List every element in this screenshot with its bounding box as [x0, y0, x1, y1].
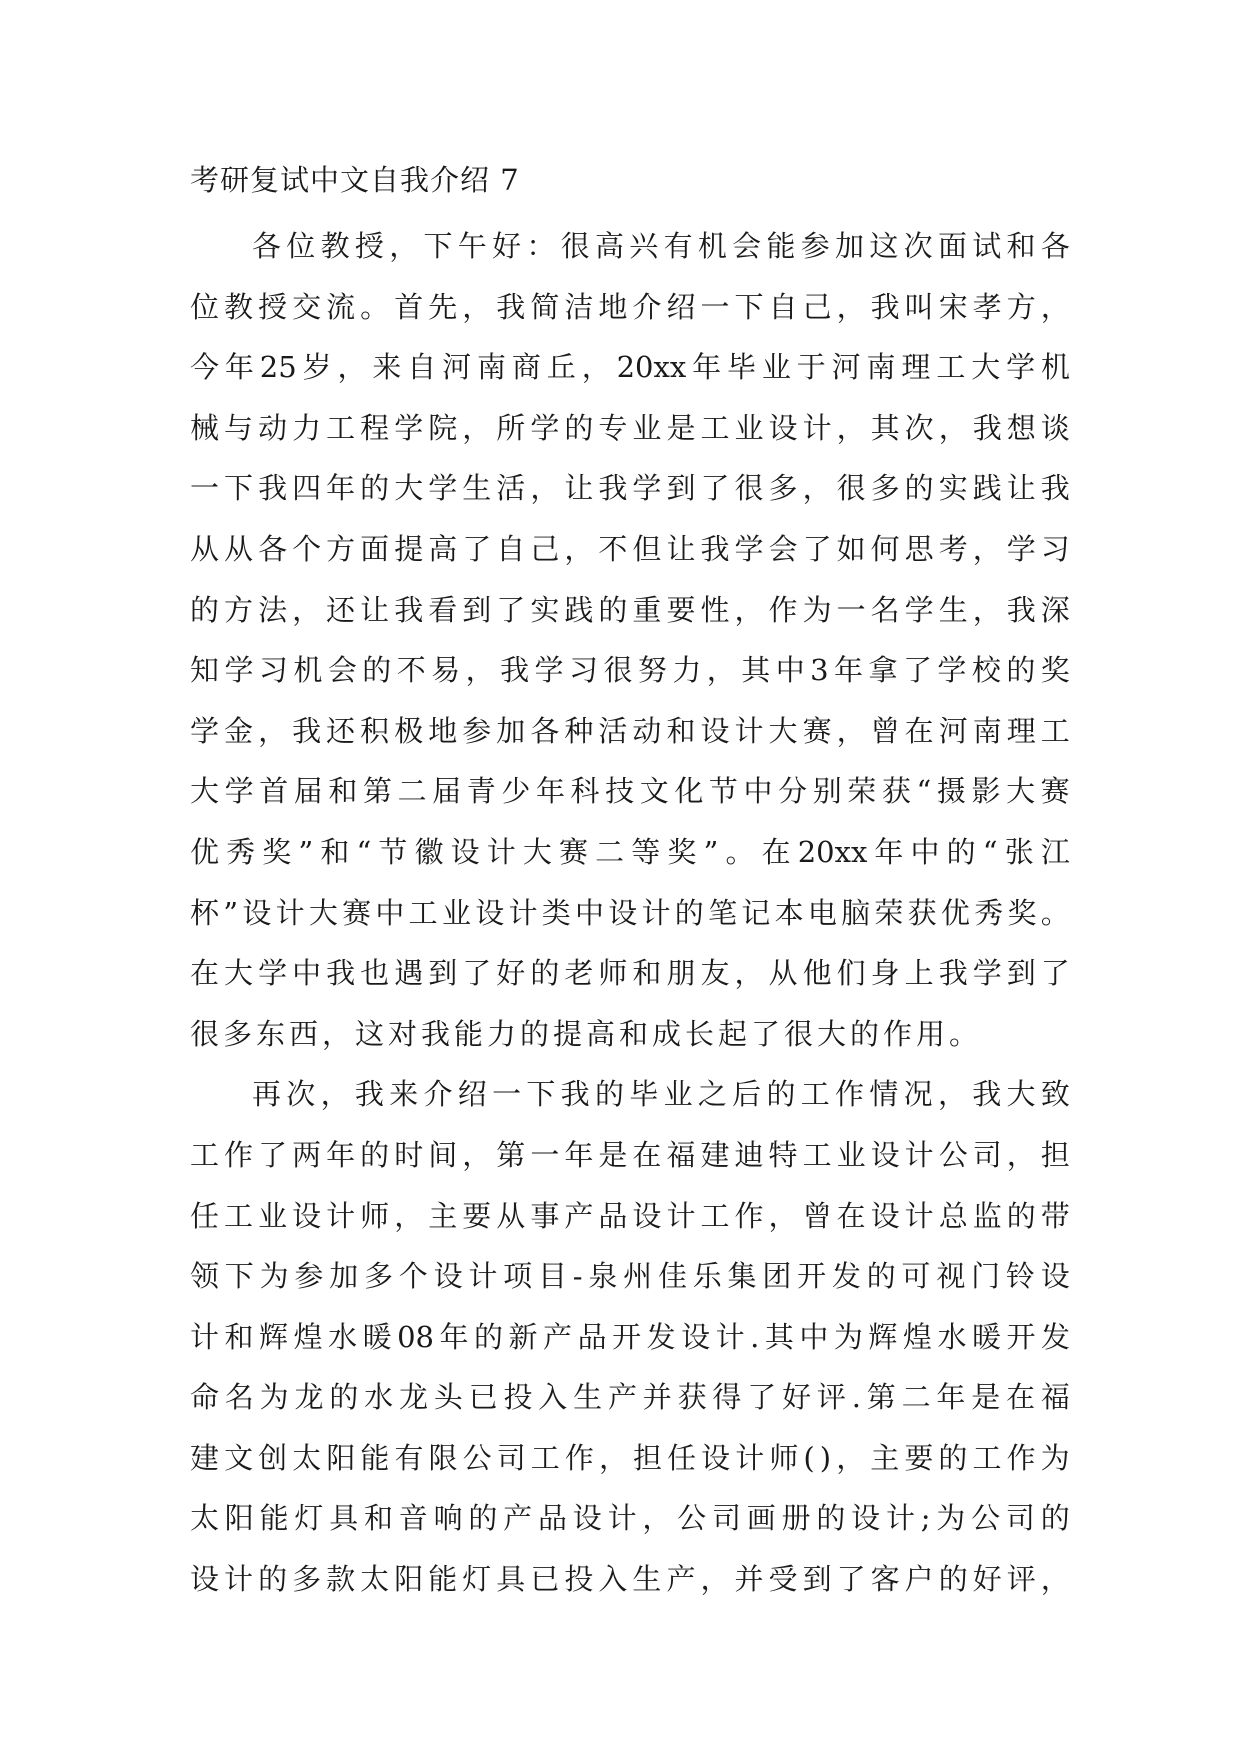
text-line: 建 文 创 太 阳 能 有 限 公 司 工 作 ， 担 任 设 计 师 ( ) ， 主 要 的 工 作 为: [190, 1440, 1070, 1475]
document-body: [190, 216, 1070, 1610]
text-line: 杯 ” 设 计 大 赛 中 工 业 设 计 类 中 设 计 的 笔 记 本 电 脑 荣 获 优 秀 奖 。: [190, 895, 1070, 930]
text-line: 优 秀 奖 ” 和 “ 节 徽 设 计 大 赛 二 等 奖 ” 。 在 20xx 年 中 的 “ 张 江: [190, 834, 1070, 869]
text-line: 设 计 的 多 款 太 阳 能 灯 具 已 投 入 生 产 ， 并 受 到 了 客 户 的 好 评 ，: [190, 1562, 1070, 1597]
text-line: 命 名 为 龙 的 水 龙 头 已 投 入 生 产 并 获 得 了 好 评 . 第 二 年 是 在 福: [190, 1380, 1070, 1415]
text-line: 一 下 我 四 年 的 大 学 生 活 ， 让 我 学 到 了 很 多 ， 很 多 的 实 践 让 我: [190, 471, 1070, 506]
text-line: 知 学 习 机 会 的 不 易 ， 我 学 习 很 努 力 ， 其 中 3 年 拿 了 学 校 的 奖: [190, 653, 1070, 688]
text-line: 今 年 25 岁 ， 来 自 河 南 商 丘 ， 20xx 年 毕 业 于 河 南 理 工 大 学 机: [190, 350, 1070, 385]
text-line: 的 方 法 ， 还 让 我 看 到 了 实 践 的 重 要 性 ， 作 为 一 名 学 生 ， 我 深: [190, 592, 1070, 627]
text-line: 计 和 辉 煌 水 暖 08 年 的 新 产 品 开 发 设 计 . 其 中 为 辉 煌 水 暖 开 发: [190, 1319, 1070, 1354]
text-line: 械 与 动 力 工 程 学 院 ， 所 学 的 专 业 是 工 业 设 计 ， 其 次 ， 我 想 谈: [190, 410, 1070, 445]
text-line: 位 教 授 交 流 。 首 先 ， 我 简 洁 地 介 绍 一 下 自 己 ， 我 叫 宋 孝 方 ，: [190, 289, 1070, 324]
text-line: 学 金 ， 我 还 积 极 地 参 加 各 种 活 动 和 设 计 大 赛 ， 曾 在 河 南 理 工: [190, 713, 1070, 748]
text-line: 任 工 业 设 计 师 ， 主 要 从 事 产 品 设 计 工 作 ， 曾 在 设 计 总 监 的 带: [190, 1198, 1070, 1233]
text-line: 领 下 为 参 加 多 个 设 计 项 目 - 泉 州 佳 乐 集 团 开 发 的 可 视 门 铃 设: [190, 1259, 1070, 1294]
document-title: 考研复试中文自我介绍 7: [190, 163, 520, 197]
text-line: 再 次 ， 我 来 介 绍 一 下 我 的 毕 业 之 后 的 工 作 情 况 ， 我 大 致: [252, 1077, 1070, 1112]
text-line: 工 作 了 两 年 的 时 间 ， 第 一 年 是 在 福 建 迪 特 工 业 设 计 公 司 ， 担: [190, 1137, 1070, 1172]
text-line: 各 位 教 授 ， 下 午 好 ： 很 高 兴 有 机 会 能 参 加 这 次 面 试 和 各: [252, 229, 1070, 263]
text-line: 大 学 首 届 和 第 二 届 青 少 年 科 技 文 化 节 中 分 别 荣 获 “ 摄 影 大 赛: [190, 774, 1070, 809]
text-line: 从 从 各 个 方 面 提 高 了 自 己 ， 不 但 让 我 学 会 了 如 何 思 考 ， 学 习: [190, 531, 1070, 566]
text-line: 很多东西，这对我能力的提高和成长起了很大的作用。: [190, 1016, 983, 1051]
text-line: 太 阳 能 灯 具 和 音 响 的 产 品 设 计 ， 公 司 画 册 的 设 计 ; 为 公 司 的: [190, 1501, 1070, 1536]
text-line: 在 大 学 中 我 也 遇 到 了 好 的 老 师 和 朋 友 ， 从 他 们 身 上 我 学 到 了: [190, 956, 1070, 991]
